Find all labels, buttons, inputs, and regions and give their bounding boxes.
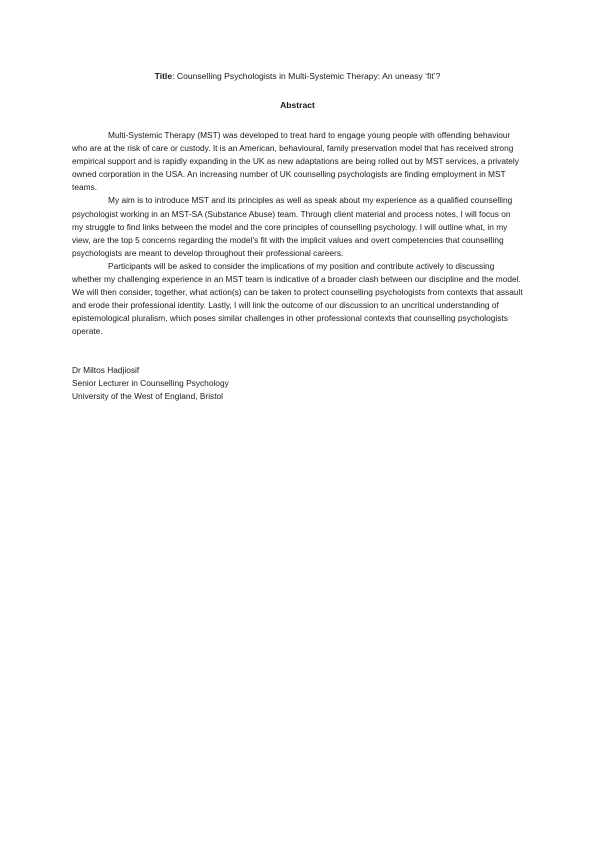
author-affiliation: University of the West of England, Bristol <box>72 391 224 402</box>
title-text: : Counselling Psychologists in Multi-Systemic Therapy: An uneasy ‘fit’? <box>172 71 441 81</box>
abstract-paragraph-3: Participants will be asked to consider the implications of my position and contribute actively to discussing whether my challenging experience in an MST team is indicative of a broader clash between our discipline and the model. We will then consider, together, what action(s) can be taken to protect counselling psychologists from contexts that assault and erode their professional identity. Lastly, I will link the outcome of our discussion to an uncritical understanding of epistemological pluralism, which poses similar challenges in other professional contexts that counselling psychologists operate. <box>72 260 523 337</box>
document-title <box>72 70 523 82</box>
author-name: Dr Miltos Hadjiosif <box>72 364 140 375</box>
abstract-paragraph-2: My aim is to introduce MST and its principles as well as speak about my experience as a qualified counselling psychologist working in an MST-SA (Substance Abuse) team. Through client material and process notes, I will focus on my struggle to find links between the model and the core principles of counselling psychology. I will outline what, in my view, are the top 5 concerns regarding the model’s fit with the implicit values and overt competencies that counselling psychologists are meant to develop throughout their professional careers. <box>72 195 513 258</box>
document-page <box>72 70 523 404</box>
abstract-paragraph-1: Multi-Systemic Therapy (MST) was developed to treat hard to engage young people with offending behaviour who are at the risk of care or custody. It is an American, behavioural, family preservation model that has received strong empirical support and is rapidly expanding in the UK as new adaptations are being rolled out by MST services, a privately owned corporation in the USA. An increasing number of UK counselling psychologists are finding employment in MST teams. <box>72 130 519 193</box>
abstract-heading: Abstract <box>280 100 315 110</box>
title-label: Title <box>154 71 173 81</box>
author-position: Senior Lecturer in Counselling Psychology <box>72 377 229 388</box>
author-signature-block <box>72 364 523 404</box>
